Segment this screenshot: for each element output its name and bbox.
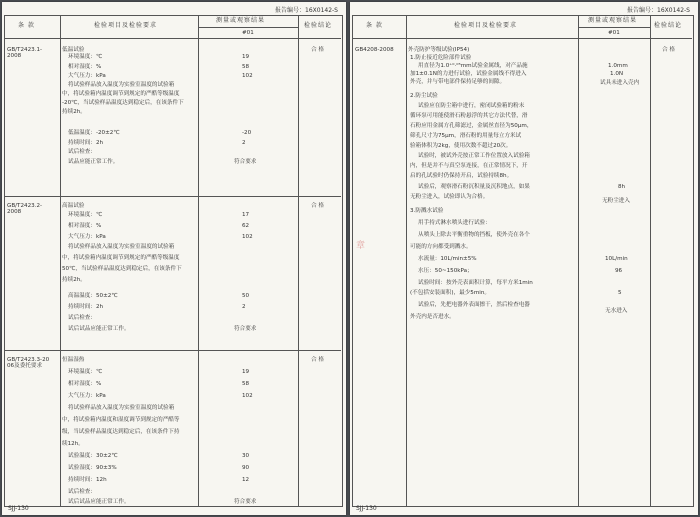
left-table-cell: 持续2h。 (62, 277, 86, 283)
left-table-cell: 试品应能正常工作。 (68, 159, 119, 165)
left-table-cell: 102 (242, 234, 253, 240)
left-table-cell: 持续时间：2h (68, 140, 104, 146)
left-table-cell: 试验温度：30±2℃ (68, 453, 118, 459)
left-table-cell: 符合要求 (234, 326, 257, 332)
right-table-cell: 无粉尘进入 (602, 198, 630, 204)
left-table-cell: 高温温度：50±2℃ (68, 293, 118, 299)
right-table-cell: 启的孔试验时仍保持开启，试验持续8h。 (410, 173, 513, 179)
left-table-cell: 高温试验 (62, 203, 85, 209)
left-table-cell: 试后检查： (68, 489, 96, 495)
header-item: 检验项目及检验要求 (454, 22, 518, 29)
page-footer: SJJ-130 (356, 505, 377, 512)
left-table-cell: 102 (242, 73, 253, 79)
red-seal-mark: 章 (354, 240, 364, 255)
right-table-cell: 3.防溅水试验 (410, 208, 444, 214)
left-table-cell: 续12h。 (62, 441, 84, 447)
right-table-cell: 循环泵可用能使滑石粉悬浮的其它方法代替，滑 (410, 113, 528, 119)
left-table-cell: 相对湿度：% (68, 381, 102, 387)
left-table-cell: GB/T2423.3-20 (7, 357, 50, 363)
header-clause: 条 款 (366, 22, 383, 29)
right-table-cell: 1.0mm (608, 63, 628, 69)
left-table-cell: 试后试品应能正常工作。 (68, 326, 130, 332)
right-table-cell: 筛孔尺寸为75μm，滑石粉的用量每立方米试 (410, 133, 522, 139)
left-table-cell: 相对湿度：% (68, 64, 102, 70)
report-number: 报告编号：16X0142-S (627, 7, 690, 14)
left-table-cell: 将试验样品放入温度为实验室温度的试验箱 (68, 405, 175, 411)
conclusion-pass: 合 格 (311, 47, 324, 53)
right-table-cell: 加1±0.1N的力进行试验，试验金属线不得进入 (410, 71, 527, 77)
left-table-cell: 30 (242, 453, 250, 459)
conclusion-pass: 合 格 (311, 357, 324, 363)
left-table-cell: 06及委托要求 (7, 363, 43, 369)
left-table-cell: 58 (242, 64, 250, 70)
right-table-cell: 用直径为1.0⁺⁰·⁰⁵mm试验金属线，对产品施 (418, 63, 528, 69)
left-table-cell: 符合要求 (234, 499, 257, 505)
right-table-cell: 试验后，观察滑石粉沉积量及沉积地点，如果 (418, 184, 530, 190)
right-table-cell: 外壳防护等级试验(IP54) (408, 47, 470, 53)
left-table-cell: 环境温度：℃ (68, 54, 103, 60)
right-table-cell: 5 (618, 290, 622, 296)
left-table-cell: GB/T2423.1- (7, 47, 43, 53)
right-table-cell: 水压：50~150kPa； (418, 268, 473, 274)
left-table-cell: 90 (242, 465, 250, 471)
left-table-cell: 19 (242, 369, 250, 375)
left-table-cell: 相对湿度：% (68, 223, 102, 229)
left-table-cell: 大气压力：kPa (68, 73, 106, 79)
right-table-cell: 从喷头上除去平衡重物的挡板，使外壳在各个 (418, 232, 530, 238)
right-table-cell: (不包括安装面积)，最少5min。 (410, 290, 491, 296)
left-table-cell: 50 (242, 293, 250, 299)
left-table-cell: 2008 (7, 53, 22, 59)
report-page-right (350, 2, 698, 515)
right-table-cell: 可能的方向都受到溅水。 (410, 244, 472, 250)
left-table-cell: 中，将试验箱内温度和湿度调节到规定的严酷等 (62, 417, 180, 423)
left-table-cell: 试后试品应能正常工作。 (68, 499, 130, 505)
left-table-cell: 低温试验 (62, 47, 85, 53)
header-sample-no: #01 (242, 30, 254, 36)
right-table-cell: 试验时，被试外壳按正常工作位置放入试验箱 (418, 153, 530, 159)
left-table-cell: 试验湿度：90±3% (68, 465, 117, 471)
left-table-cell: 符合要求 (234, 159, 257, 165)
right-table-cell: 2.防尘试验 (410, 93, 438, 99)
left-table-cell: 102 (242, 393, 253, 399)
right-table-cell: 1.0N (610, 71, 624, 77)
left-table-cell: 将试验样品放入温度为实验室温度的试验箱 (68, 82, 175, 88)
left-table-cell: 试后检查： (68, 149, 96, 155)
left-table-cell: 持续时间：2h (68, 304, 104, 310)
right-table-cell: 试验应在防尘箱中进行，密闭试验箱的粉末 (418, 103, 525, 109)
left-table-cell: 中，将试验箱内温度调节到规定的严酷等级温度 (62, 255, 180, 261)
left-table-cell: 17 (242, 212, 250, 218)
left-table-cell: 恒温湿热 (62, 357, 85, 363)
page-footer: SJJ-130 (8, 505, 29, 512)
left-table-cell: 将试验样品放入温度为实验室温度的试验箱 (68, 244, 175, 250)
left-table-cell: 级，当试验样品温度达到稳定后，在该条件下持 (62, 429, 180, 435)
header-result: 测量或观察结果 (588, 17, 638, 24)
report-number: 报告编号：16X0142-S (275, 7, 338, 14)
left-table-cell: 低温温度：-20±2℃ (68, 130, 120, 136)
right-table-cell: 试具未进入壳内 (600, 80, 640, 86)
right-table-cell: 1.防止接近危险部件试验 (410, 55, 472, 61)
left-table-cell: 持续时间：12h (68, 477, 107, 483)
right-table-cell: 试验时间：按外壳表面积计算，每平方米1min (418, 280, 533, 286)
right-table-cell: 96 (615, 268, 623, 274)
left-table-cell: -20℃，当试验样品温度达到稳定后，在该条件下 (62, 100, 184, 106)
left-table-cell: 环境温度：℃ (68, 369, 103, 375)
right-table-cell: 内，但是并不与真空泵连接，在正常情况下，开 (410, 163, 528, 169)
left-table-cell: 19 (242, 54, 250, 60)
header-result: 测量或观察结果 (216, 17, 266, 24)
right-table-cell: 无水进入 (605, 308, 628, 314)
right-table-cell: 无粉尘进入，试验即认为合格。 (410, 194, 489, 200)
right-table-cell: 8h (618, 184, 626, 190)
left-table-cell: 大气压力：kPa (68, 393, 106, 399)
conclusion-pass: 合 格 (662, 47, 675, 53)
left-table-cell: 62 (242, 223, 250, 229)
left-table-cell: -20 (242, 130, 252, 136)
left-table-cell: 2 (242, 304, 246, 310)
left-table-cell: 2 (242, 140, 246, 146)
right-table-cell: 试验后，先把电器外表面擦干，然后检查电器 (418, 302, 530, 308)
header-conclusion: 检验结论 (304, 22, 333, 29)
right-table-cell: 验箱体积为2kg，使用次数不超过20次。 (410, 143, 512, 149)
right-table-cell: 用手持式淋水喷头进行试验： (418, 220, 491, 226)
right-table-cell: 10L/min (605, 256, 628, 262)
conclusion-pass: 合 格 (311, 203, 324, 209)
report-page-left (2, 2, 346, 515)
right-table-cell: 水流量：10L/min±5% (418, 256, 477, 262)
header-conclusion: 检验结论 (654, 22, 683, 29)
right-table-cell: 外壳，并与带电部件保持足够的间隙。 (410, 79, 506, 85)
left-table-cell: 环境温度：℃ (68, 212, 103, 218)
left-table-cell: 12 (242, 477, 250, 483)
left-table-cell: 2008 (7, 209, 22, 215)
right-table-cell: 石粉应用金属方孔筛滤过，金属丝直径为50μm， (410, 123, 533, 129)
header-sample-no: #01 (608, 30, 620, 36)
header-clause: 条 款 (18, 22, 35, 29)
left-table-cell: 持续2h。 (62, 109, 86, 115)
left-table-cell: GB/T2423.2- (7, 203, 43, 209)
right-table-cell: GB4208-2008 (355, 47, 394, 53)
left-table-cell: 58 (242, 381, 250, 387)
left-table-cell: 试后检查： (68, 315, 96, 321)
left-table-cell: 中，将试验箱内温度调节到规定的严酷等级温度 (62, 91, 180, 97)
header-item: 检验项目及检验要求 (94, 22, 158, 29)
left-table-cell: 大气压力：kPa (68, 234, 106, 240)
left-table-cell: 50℃，当试验样品温度达到稳定后，在该条件下 (62, 266, 182, 272)
right-table-cell: 外壳内是否进水。 (410, 314, 455, 320)
inspection-table (352, 15, 694, 507)
